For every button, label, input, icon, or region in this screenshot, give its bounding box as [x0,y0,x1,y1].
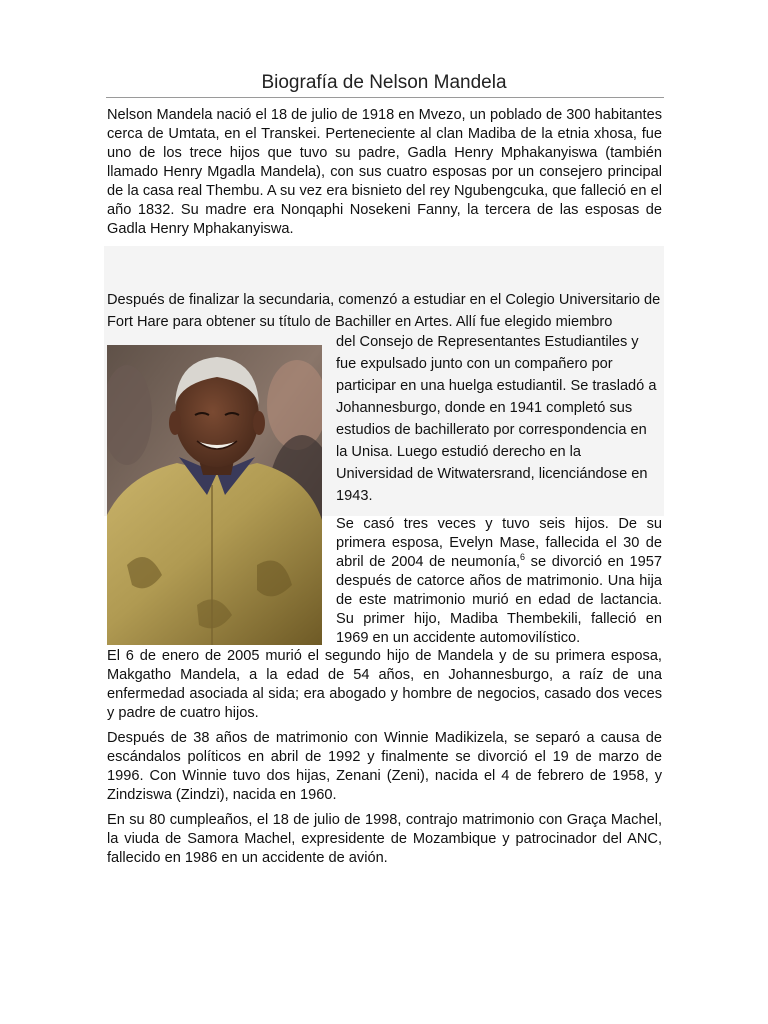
paragraph-family-intro [336,515,662,648]
paragraph-winnie: Después de 38 años de matrimonio con Winnie Madikizela, se separó a causa de escándalos políticos en abril de 1992 y finalmente se divorció el 19 de marzo de 1996. Con Winnie tuvo dos hijas, Zenani (Zeni), nacida el 4 de febrero de 1958, y Zindziswa (Zindzi), nacida en 1960. [107,730,662,803]
paragraph-family-intro-text-a: Se casó tres veces y tuvo seis hijos. De su primera esposa, Evelyn Mase, fallecida el 30 de abril de 2004 de neumonía, [336,516,662,570]
paragraph-graca: En su 80 cumpleaños, el 18 de julio de 1998, contrajo matrimonio con Graça Machel, la viuda de Samora Machel, expresidente de Mozambique y patrocinador del ANC, fallecido en 1986 en un accidente de avión. [107,812,662,866]
title-underline [106,97,664,98]
document-title: Biografía de Nelson Mandela [261,72,507,93]
paragraph-family-continued: El 6 de enero de 2005 murió el segundo hijo de Mandela y de su primera esposa, Makgatho Mandela, a la edad de 54 años, en Johannesburgo, a raíz de una enfermedad asociada al sida; era abogado y hombre de negocios, casado dos veces y padre de cuatro hijos. [107,648,662,721]
paragraph-family-intro-text-b: se divorció en 1957 después de catorce años de matrimonio. Una hija de este matrimonio murió en edad de lactancia. Su primer hijo, Madiba Thembekili, falleció en 1969 en un accidente automovilístico. [336,554,662,646]
mandela-portrait-image [107,345,322,645]
paragraph-education-continued: del Consejo de Representantes Estudiantiles y fue expulsado junto con un compañero por participar en una huelga estudiantil. Se trasladó a Johannesburgo, donde en 1941 completó sus estudios de bachillerato por correspondencia en la Unisa. Luego estudió derecho en la Universidad de Witwatersrand, licenciándose en 1943. [336,334,657,504]
paragraph-education-intro: Después de finalizar la secundaria, comenzó a estudiar en el Colegio Universitario de Fort Hare para obtener su título de Bachiller en Artes. Allí fue elegido miembro [107,292,661,330]
paragraph-birth: Nelson Mandela nació el 18 de julio de 1918 en Mvezo, un poblado de 300 habitantes cerca de Umtata, en el Transkei. Perteneciente al clan Madiba de la etnia xhosa, fue uno de los trece hijos que tuvo su padre, Gadla Henry Mphakanyiswa (también llamado Henry Mgadla Mandela), con sus cuatro esposas por un consejero principal de la casa real Thembu. A su vez era bisnieto del rey Ngubengcuka, que falleció en el año 1832. Su madre era Nonqaphi Nosekeni Fanny, la tercera de las esposas de Gadla Henry Mphakanyiswa. [107,107,662,237]
footnote-marker: 6 [520,552,526,563]
